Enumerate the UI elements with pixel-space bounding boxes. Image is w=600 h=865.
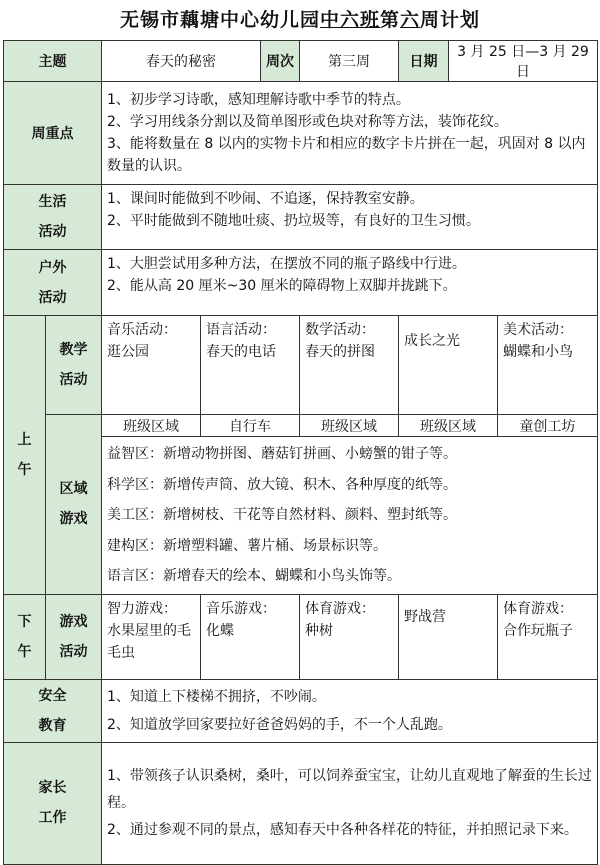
parents-label <box>4 742 102 864</box>
zone-cell: 班级区域 <box>102 415 201 437</box>
zone-cell: 童创工坊 <box>498 415 598 437</box>
teaching-cell-line: 语言活动： <box>206 322 276 338</box>
morning-label-line: 上 <box>17 431 32 448</box>
life-label-line: 活动 <box>38 224 67 240</box>
afternoon-label <box>4 594 46 679</box>
teaching-label-line: 活动 <box>59 372 88 388</box>
outdoor-item: 2、能从高 20 厘米~30 厘米的障碍物上双脚并拢跳下。 <box>107 278 457 294</box>
games-cell <box>102 594 201 679</box>
safety-item: 1、知道上下楼梯不拥挤，不吵闹。 <box>107 688 326 705</box>
focus-item: 3、能将数量在 8 以内的实物卡片和相应的数字卡片拼在一起，巩固对 8 以内数量的认识。 <box>107 136 586 174</box>
games-cell-line: 野战营 <box>404 608 446 625</box>
date-value: 3 月 25 日—3 月 29 日 <box>449 41 598 82</box>
teaching-cell-line: 春天的拼图 <box>305 344 375 360</box>
title-mid: 第 <box>379 9 400 31</box>
life-row <box>4 185 598 250</box>
theme-label: 主题 <box>4 41 102 82</box>
games-cell <box>201 594 300 679</box>
outdoor-item: 1、大胆尝试用多种方法，在摆放不同的瓶子路线中行进。 <box>107 256 466 272</box>
area-games-content <box>102 437 598 595</box>
games-cell-line: 合作玩瓶子 <box>503 622 573 639</box>
title-prefix: 无锡市藕塘中心幼儿园 <box>119 9 320 31</box>
area-games-item: 语言区：新增春天的绘本、蝴蝶和小鸟头饰等。 <box>107 568 401 584</box>
teaching-cell-line: 春天的电话 <box>206 344 276 360</box>
area-games-label <box>46 415 102 595</box>
focus-item: 2、学习用线条分割以及简单图形或色块对称等方法，装饰花纹。 <box>107 114 508 130</box>
teaching-cell-line: 音乐活动： <box>107 322 177 338</box>
outdoor-content <box>102 250 598 316</box>
safety-content <box>102 679 598 742</box>
area-games-item: 美工区：新增树枝、干花等自然材料、颜料、塑封纸等。 <box>107 507 457 523</box>
focus-content <box>102 82 598 185</box>
outdoor-row <box>4 250 598 316</box>
life-item: 2、平时能做到不随地吐痰、扔垃圾等，有良好的卫生习惯。 <box>107 213 480 229</box>
safety-label-line: 安全 <box>38 687 67 704</box>
teaching-cell-line: 逛公园 <box>107 344 149 360</box>
teaching-cell <box>201 316 300 415</box>
teaching-cell <box>102 316 201 415</box>
safety-row <box>4 679 598 742</box>
life-label <box>4 185 102 250</box>
morning-label <box>4 316 46 595</box>
games-cell-line: 体育游戏： <box>503 600 573 617</box>
area-games-item: 益智区：新增动物拼图、蘑菇钉拼画、小螃蟹的钳子等。 <box>107 446 457 462</box>
date-label: 日期 <box>399 41 449 82</box>
games-label-line: 游戏 <box>59 613 88 630</box>
area-games-label-line: 区域 <box>59 481 88 498</box>
games-label <box>46 594 102 679</box>
header-row <box>4 41 598 82</box>
games-cell-line: 水果屋里的毛毛虫 <box>107 622 191 661</box>
teaching-cell <box>498 316 598 415</box>
parents-item: 2、通过参观不同的景点，感知春天中各种各样花的特征，并拍照记录下来。 <box>107 821 578 838</box>
teaching-label <box>46 316 102 415</box>
zone-cell: 班级区域 <box>399 415 498 437</box>
week-label: 周次 <box>261 41 300 82</box>
games-cell-line: 智力游戏： <box>107 600 177 617</box>
title-class: 中六班 <box>319 9 380 31</box>
area-games-item: 建构区：新增塑料罐、薯片桶、场景标识等。 <box>107 537 387 554</box>
title-week-number: 六 <box>400 9 421 31</box>
outdoor-label <box>4 250 102 316</box>
focus-label: 周重点 <box>4 82 102 185</box>
weekly-plan-table <box>3 40 598 865</box>
life-item: 1、课间时能做到不吵闹、不追逐，保持教室安静。 <box>107 191 424 207</box>
safety-item: 2、知道放学回家要拉好爸爸妈妈的手，不一个人乱跑。 <box>107 716 452 733</box>
page-title <box>0 0 600 40</box>
games-label-line: 活动 <box>59 643 88 660</box>
safety-label-line: 教育 <box>38 717 67 734</box>
area-games-item: 科学区：新增传声筒、放大镜、积木、各种厚度的纸等。 <box>107 476 457 493</box>
teaching-cell-line: 美术活动： <box>503 322 573 338</box>
games-cell-line: 音乐游戏： <box>206 600 276 617</box>
morning-label-line: 午 <box>17 461 32 478</box>
focus-row <box>4 82 598 185</box>
games-cell <box>300 594 399 679</box>
teaching-cell-line: 数学活动： <box>305 322 375 338</box>
games-cell-line: 体育游戏： <box>305 600 375 617</box>
parents-label-line: 家长 <box>38 780 67 796</box>
safety-label <box>4 679 102 742</box>
zone-cell: 班级区域 <box>300 415 399 437</box>
games-cell <box>399 594 498 679</box>
title-suffix: 周计划 <box>420 9 481 31</box>
afternoon-row <box>4 594 598 679</box>
parents-row <box>4 742 598 864</box>
focus-item: 1、初步学习诗歌，感知理解诗歌中季节的特点。 <box>107 92 410 108</box>
afternoon-label-line: 午 <box>17 643 32 660</box>
life-content <box>102 185 598 250</box>
parents-item: 1、带领孩子认识桑树，桑叶，可以饲养蚕宝宝，让幼儿直观地了解蚕的生长过程。 <box>107 767 592 811</box>
zones-row <box>4 415 598 437</box>
games-cell <box>498 594 598 679</box>
teaching-cell <box>399 316 498 415</box>
life-label-line: 生活 <box>38 194 67 210</box>
week-value: 第三周 <box>300 41 399 82</box>
parents-content <box>102 742 598 864</box>
teaching-row <box>4 316 598 415</box>
outdoor-label-line: 活动 <box>38 289 67 306</box>
parents-label-line: 工作 <box>38 810 67 826</box>
outdoor-label-line: 户外 <box>38 259 67 276</box>
zone-cell: 自行车 <box>201 415 300 437</box>
teaching-cell <box>300 316 399 415</box>
teaching-cell-line: 成长之光 <box>404 333 460 349</box>
games-cell-line: 化蝶 <box>206 622 234 639</box>
theme-value: 春天的秘密 <box>102 41 261 82</box>
afternoon-label-line: 下 <box>17 613 32 630</box>
teaching-label-line: 教学 <box>59 342 88 358</box>
teaching-cell-line: 蝴蝶和小鸟 <box>503 344 573 360</box>
area-games-label-line: 游戏 <box>59 511 88 528</box>
games-cell-line: 种树 <box>305 622 333 639</box>
